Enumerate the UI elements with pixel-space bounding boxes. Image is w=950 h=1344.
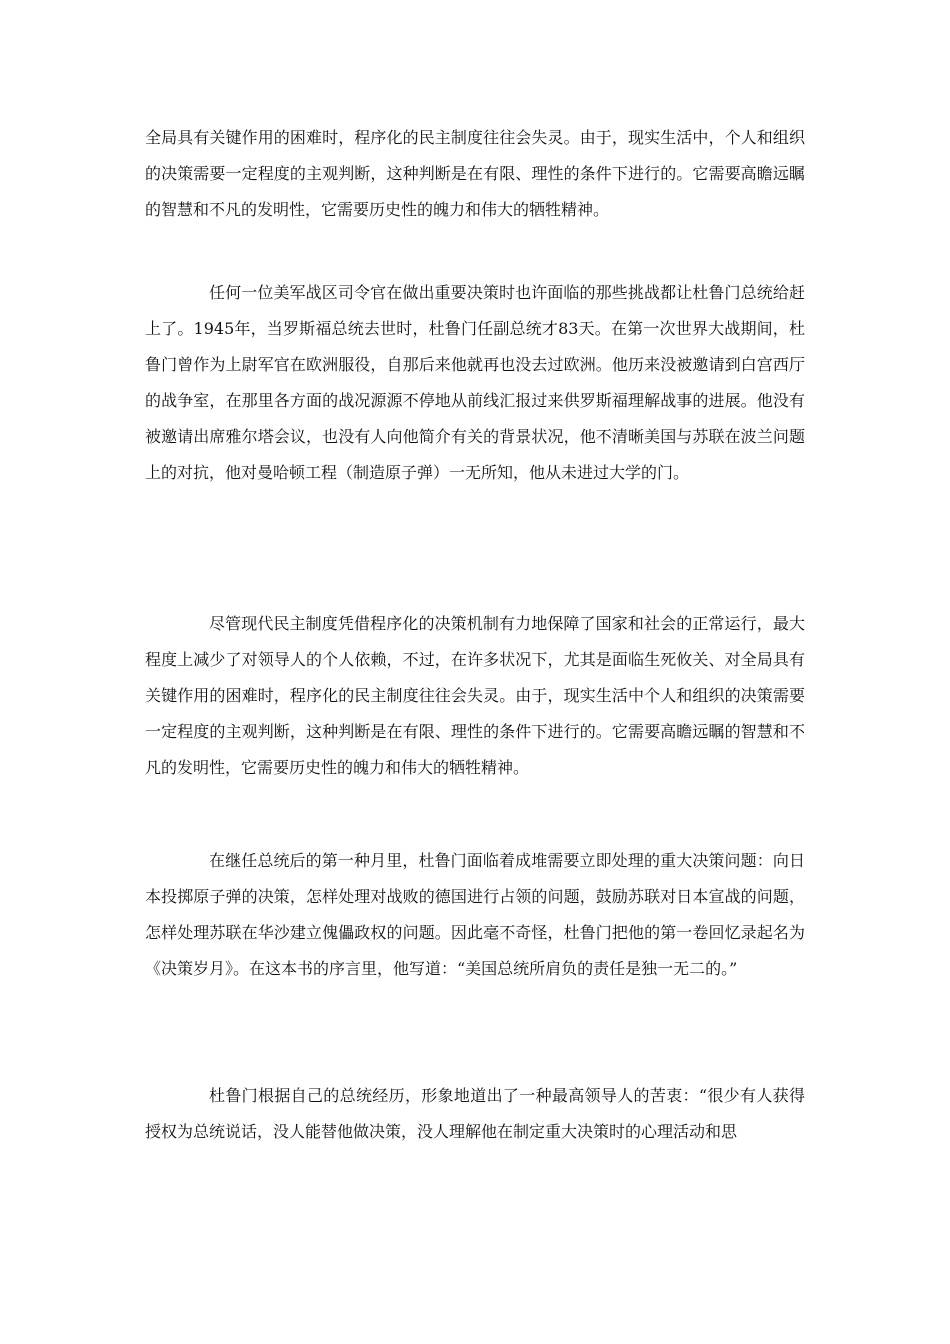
paragraph-1: 全局具有关键作用的困难时，程序化的民主制度往往会失灵。由于，现实生活中，个人和组织的决策需要一定程度的主观判断，这种判断是在有限、理性的条件下进行的。它需要高瞻远瞩的智慧和不凡的发明性，它需要历史性的魄力和伟大的牺牲精神。 xyxy=(145,128,805,219)
paragraph-3: 尽管现代民主制度凭借程序化的决策机制有力地保障了国家和社会的正常运行，最大程度上减少了对领导人的个人依赖，不过，在许多状况下，尤其是面临生死攸关、对全局具有关键作用的困难时，程序化的民主制度往往会失灵。由于，现实生活中个人和组织的决策需要一定程度的主观判断，这种判断是在有限、理性的条件下进行的。它需要高瞻远瞩的智慧和不凡的发明性，它需要历史性的魄力和伟大的牺牲精神。 xyxy=(145,614,805,777)
paragraph-2: 任何一位美军战区司令官在做出重要决策时也许面临的那些挑战都让杜鲁门总统给赶上了。1945年，当罗斯福总统去世时，杜鲁门任副总统才83天。在第一次世界大战期间，杜鲁门曾作为上尉军官在欧洲服役，自那后来他就再也没去过欧洲。他历来没被邀请到白宫西厅的战争室，在那里各方面的战况源源不停地从前线汇报过来供罗斯福理解战事的进展。他没有被邀请出席雅尔塔会议，也没有人向他简介有关的背景状况，他不清晰美国与苏联在波兰问题上的对抗，他对曼哈顿工程（制造原子弹）一无所知，他从未进过大学的门。 xyxy=(145,283,805,482)
paragraph-5: 杜鲁门根据自己的总统经历，形象地道出了一种最高领导人的苦衷：“很少有人获得授权为总统说话，没人能替他做决策，没人理解他在制定重大决策时的心理活动和思 xyxy=(145,1086,805,1141)
paragraph-4: 在继任总统后的第一种月里，杜鲁门面临着成堆需要立即处理的重大决策问题：向日本投掷原子弹的决策，怎样处理对战败的德国进行占领的问题，鼓励苏联对日本宣战的问题，怎样处理苏联在华沙建立傀儡政权的问题。因此毫不奇怪，杜鲁门把他的第一卷回忆录起名为《决策岁月》。在这本书的序言里，他写道：“美国总统所肩负的责任是独一无二的。” xyxy=(145,851,805,978)
